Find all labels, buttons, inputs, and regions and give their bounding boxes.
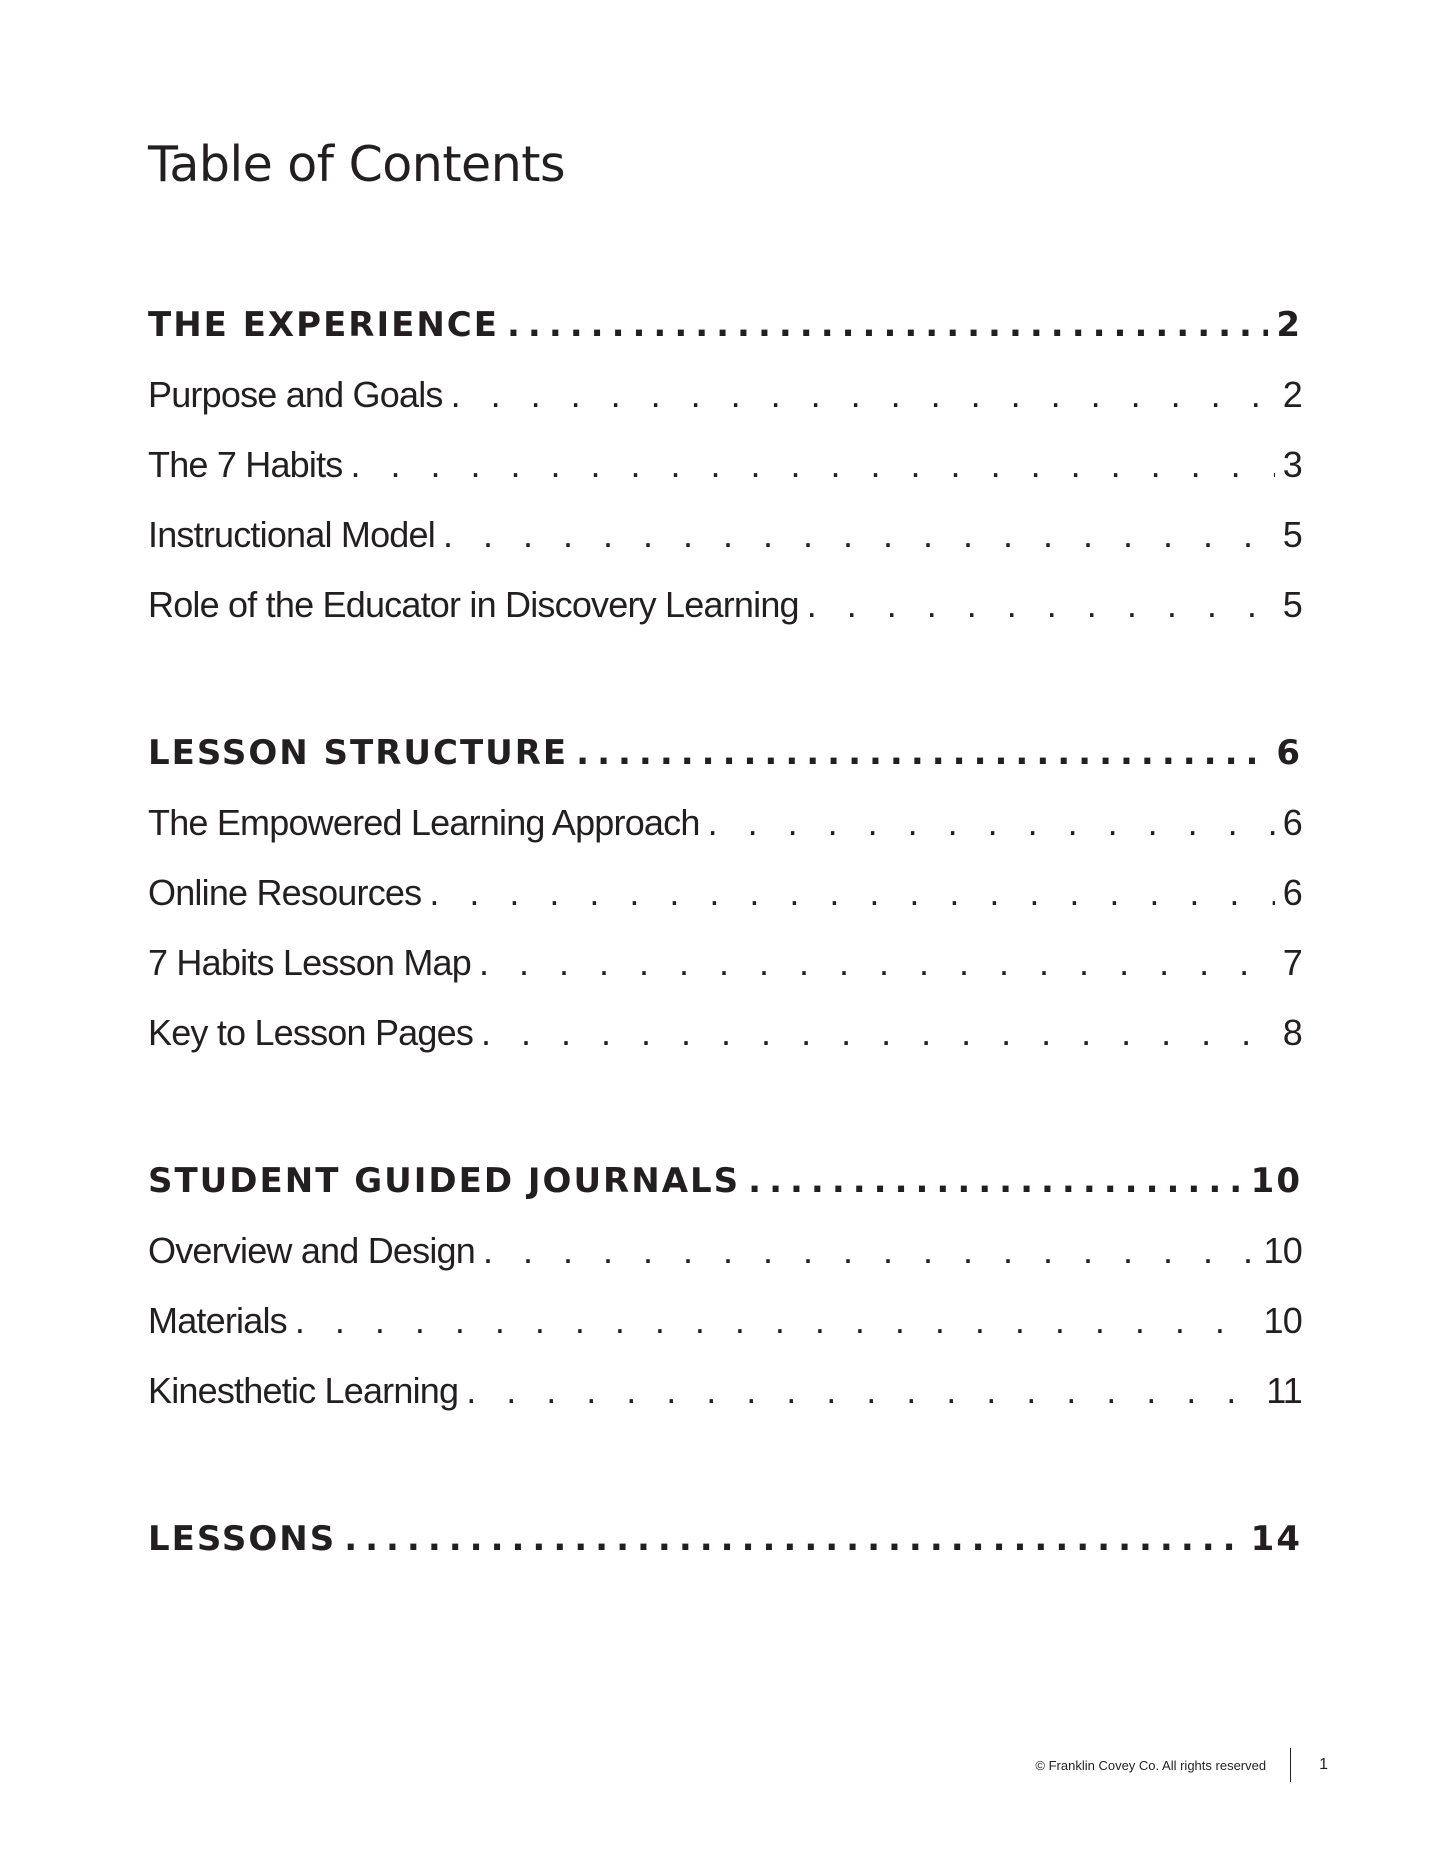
dot-leader bbox=[481, 998, 1275, 1068]
dot-leader bbox=[429, 858, 1274, 928]
toc-entry-label: Role of the Educator in Discovery Learning bbox=[148, 584, 799, 625]
toc-entry-page: 10 bbox=[1263, 1300, 1302, 1341]
toc-entry-page: 11 bbox=[1266, 1370, 1302, 1411]
toc-heading-page: 10 bbox=[1250, 1161, 1302, 1201]
toc-heading-label: LESSON STRUCTURE bbox=[148, 733, 569, 773]
toc-entry-row[interactable] bbox=[148, 858, 1302, 928]
dot-leader bbox=[466, 1356, 1258, 1426]
toc-entry-page: 6 bbox=[1282, 872, 1302, 913]
table-of-contents bbox=[148, 290, 1302, 1652]
toc-entry-label: Key to Lesson Pages bbox=[148, 1012, 474, 1053]
toc-heading-label: THE EXPERIENCE bbox=[148, 305, 499, 345]
toc-heading-page: 6 bbox=[1276, 733, 1302, 773]
toc-section-lesson-structure bbox=[148, 718, 1302, 1068]
toc-heading-page: 14 bbox=[1250, 1519, 1302, 1559]
toc-entry-label: Online Resources bbox=[148, 872, 422, 913]
footer-divider bbox=[1290, 1748, 1291, 1782]
toc-entry-row[interactable] bbox=[148, 570, 1302, 640]
toc-section-the-experience bbox=[148, 290, 1302, 640]
toc-entry-label: Purpose and Goals bbox=[148, 374, 443, 415]
toc-entry-row[interactable] bbox=[148, 430, 1302, 500]
toc-entry-row[interactable] bbox=[148, 1286, 1302, 1356]
toc-entry-row[interactable] bbox=[148, 1216, 1302, 1286]
toc-heading-label: LESSONS bbox=[148, 1519, 337, 1559]
toc-entry-page: 10 bbox=[1263, 1230, 1302, 1271]
toc-heading-label: STUDENT GUIDED JOURNALS bbox=[148, 1161, 741, 1201]
toc-entry-row[interactable] bbox=[148, 788, 1302, 858]
dot-leader bbox=[807, 570, 1275, 640]
dot-leader bbox=[451, 360, 1275, 430]
toc-entry-row[interactable] bbox=[148, 1356, 1302, 1426]
dot-leader bbox=[344, 1504, 1242, 1574]
toc-entry-page: 2 bbox=[1282, 374, 1302, 415]
toc-entry-row[interactable] bbox=[148, 500, 1302, 570]
toc-heading-row[interactable] bbox=[148, 290, 1302, 360]
toc-entry-page: 5 bbox=[1282, 514, 1302, 555]
dot-leader bbox=[483, 1216, 1256, 1286]
toc-entry-label: Materials bbox=[148, 1300, 287, 1341]
toc-entry-label: Kinesthetic Learning bbox=[148, 1370, 459, 1411]
page-footer bbox=[1035, 1748, 1328, 1782]
toc-entry-page: 5 bbox=[1282, 584, 1302, 625]
toc-entry-page: 6 bbox=[1282, 802, 1302, 843]
toc-heading-row[interactable] bbox=[148, 718, 1302, 788]
toc-heading-row[interactable] bbox=[148, 1146, 1302, 1216]
toc-section-student-guided-journals bbox=[148, 1146, 1302, 1426]
toc-entry-label: Instructional Model bbox=[148, 514, 435, 555]
toc-entry-row[interactable] bbox=[148, 360, 1302, 430]
dot-leader bbox=[708, 788, 1275, 858]
toc-heading-row[interactable] bbox=[148, 1504, 1302, 1574]
toc-entry-label: 7 Habits Lesson Map bbox=[148, 942, 471, 983]
toc-entry-row[interactable] bbox=[148, 998, 1302, 1068]
toc-entry-page: 7 bbox=[1282, 942, 1302, 983]
toc-heading-page: 2 bbox=[1276, 305, 1302, 345]
copyright-notice: © Franklin Covey Co. All rights reserved bbox=[1035, 1757, 1267, 1773]
toc-section-lessons bbox=[148, 1504, 1302, 1574]
page-title: Table of Contents bbox=[148, 136, 565, 193]
dot-leader bbox=[507, 290, 1268, 360]
toc-entry-label: The Empowered Learning Approach bbox=[148, 802, 700, 843]
toc-entry-page: 3 bbox=[1282, 444, 1302, 485]
toc-entry-label: Overview and Design bbox=[148, 1230, 475, 1271]
dot-leader bbox=[479, 928, 1275, 998]
toc-entry-row[interactable] bbox=[148, 928, 1302, 998]
page-number: 1 bbox=[1319, 1756, 1328, 1773]
dot-leader bbox=[748, 1146, 1243, 1216]
toc-entry-page: 8 bbox=[1282, 1012, 1302, 1053]
toc-entry-label: The 7 Habits bbox=[148, 444, 343, 485]
dot-leader bbox=[576, 718, 1268, 788]
dot-leader bbox=[443, 500, 1275, 570]
dot-leader bbox=[295, 1286, 1256, 1356]
dot-leader bbox=[351, 430, 1275, 500]
